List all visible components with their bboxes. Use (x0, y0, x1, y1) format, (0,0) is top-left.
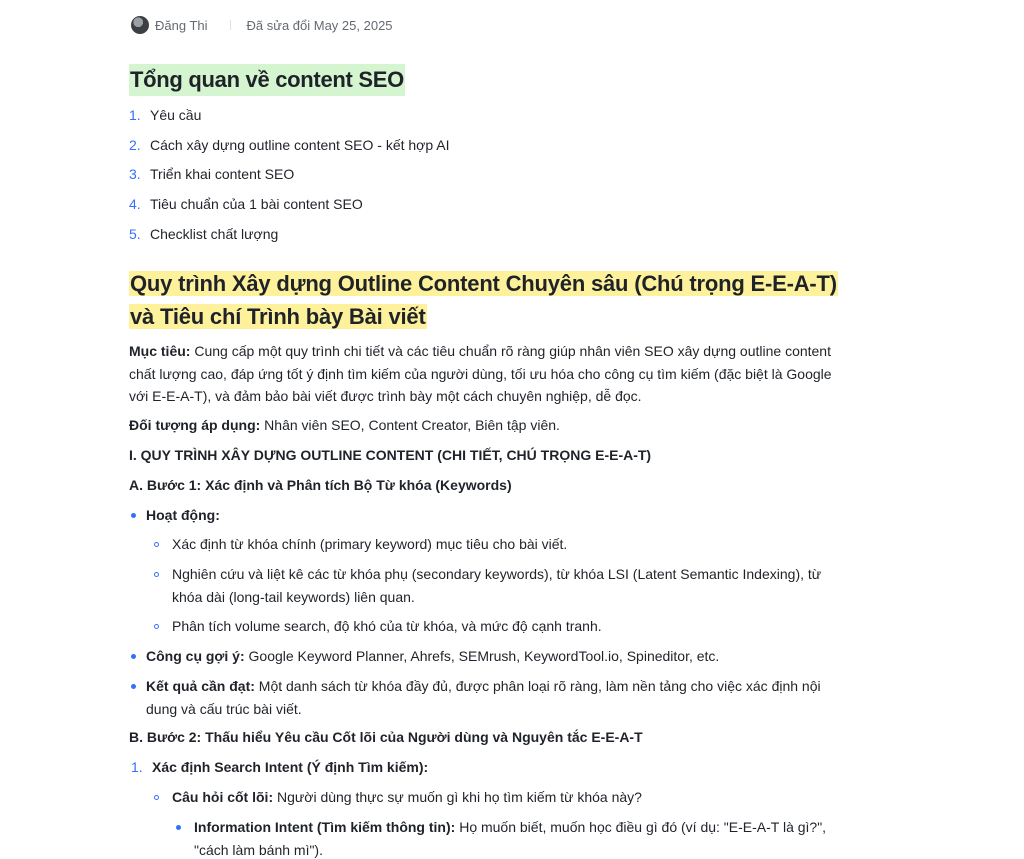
overview-item-label: Cách xây dựng outline content SEO - kết hợp AI (150, 136, 450, 153)
core-question-label: Câu hỏi cốt lõi: (172, 789, 274, 805)
list-item (131, 504, 849, 527)
goal-label: Mục tiêu: (129, 343, 191, 359)
list-item (154, 533, 849, 556)
list-item (154, 615, 849, 638)
audience-paragraph (129, 414, 849, 437)
goal-text: Cung cấp một quy trình chi tiết và các tiêu chuẩn rõ ràng giúp nhân viên SEO xây dựng outline content chất lượng cao, đáp ứng tốt ý định tìm kiếm của người dùng, tối ưu hóa cho công cụ tìm kiếm (đặc biệt là Google với E-E-A-T), và đảm bảo bài viết được trình bày một cách chuyên nghiệp, dễ đọc. (129, 343, 832, 404)
info-intent-text: Họ muốn biết, muốn học điều gì đó (ví dụ: "E-E-A-T là gì?", "cách làm bánh mì"). (194, 819, 827, 858)
list-number: 5. (129, 225, 141, 242)
list-number: 1. (129, 107, 141, 123)
list-item (131, 675, 849, 720)
result-text: Một danh sách từ khóa đầy đủ, được phân loại rõ ràng, làm nền tảng cho việc xác định nội dung và cấu trúc bài viết. (146, 678, 821, 717)
tools-line (146, 645, 719, 668)
section-heading (129, 267, 849, 333)
overview-list (129, 104, 450, 252)
tools-text: Google Keyword Planner, Ahrefs, SEMrush, KeywordTool.io, Spineditor, etc. (244, 648, 720, 664)
activity-text: Phân tích volume search, độ khó của từ khóa, và mức độ cạnh tranh. (172, 618, 602, 634)
section-heading-line2: và Tiêu chí Trình bày Bài viết (130, 304, 426, 329)
overview-item[interactable] (129, 134, 450, 164)
list-number: 2. (129, 136, 141, 153)
intent-label: Xác định Search Intent (Ý định Tìm kiếm): (152, 759, 429, 775)
list-item (154, 563, 849, 608)
doc-meta-bar (131, 16, 393, 34)
list-number: 4. (129, 196, 141, 213)
overview-item[interactable] (129, 193, 450, 223)
activity-label: Hoạt động: (146, 507, 220, 523)
edited-date: Đã sửa đổi May 25, 2025 (246, 17, 393, 33)
overview-item[interactable] (129, 163, 450, 193)
core-question-text: Người dùng thực sự muốn gì khi họ tìm kiếm từ khóa này? (273, 789, 642, 805)
overview-item[interactable] (129, 223, 450, 253)
core-question-line (172, 786, 642, 809)
step2-heading: B. Bước 2: Thấu hiểu Yêu cầu Cốt lõi của Người dùng và Nguyên tắc E-E-A-T (129, 729, 643, 745)
list-item (131, 645, 849, 668)
audience-label: Đối tượng áp dụng: (129, 417, 261, 433)
part1-heading: I. QUY TRÌNH XÂY DỰNG OUTLINE CONTENT (CHI TIẾT, CHÚ TRỌNG E-E-A-T) (129, 447, 652, 463)
list-number: 3. (129, 166, 141, 183)
overview-heading: Tổng quan về content SEO (129, 64, 405, 96)
bullet-dot-icon (131, 513, 136, 518)
result-label: Kết quả cần đạt: (146, 678, 255, 694)
list-item (176, 816, 849, 859)
info-intent-line (194, 816, 849, 859)
list-item (154, 786, 849, 809)
overview-item-label: Checklist chất lượng (150, 225, 279, 242)
bullet-circle-icon (154, 542, 159, 547)
bullet-circle-icon (154, 795, 159, 800)
section-heading-line1: Quy trình Xây dựng Outline Content Chuyên sâu (Chú trọng E-E-A-T) (130, 271, 837, 296)
meta-divider (230, 20, 231, 30)
bullet-circle-icon (154, 572, 159, 577)
activity-text: Nghiên cứu và liệt kê các từ khóa phụ (secondary keywords), từ khóa LSI (Latent Semantic Indexing), từ khóa dài (long-tail keywords) liên quan. (172, 566, 822, 605)
info-intent-label: Information Intent (Tìm kiếm thông tin): (194, 819, 456, 835)
bullet-dot-icon (131, 684, 136, 689)
step1-heading: A. Bước 1: Xác định và Phân tích Bộ Từ khóa (Keywords) (129, 477, 512, 493)
bullet-square-icon (176, 825, 181, 830)
tools-label: Công cụ gợi ý: (146, 648, 245, 664)
bullet-circle-icon (154, 624, 159, 629)
overview-item[interactable] (129, 104, 450, 134)
overview-item-label: Triển khai content SEO (150, 166, 295, 183)
result-line (146, 675, 849, 720)
overview-item-label: Tiêu chuẩn của 1 bài content SEO (150, 196, 363, 213)
goal-paragraph (129, 340, 849, 408)
list-number: 1. (131, 759, 143, 775)
audience-text: Nhân viên SEO, Content Creator, Biên tập viên. (260, 417, 560, 433)
bullet-dot-icon (131, 654, 136, 659)
activity-text: Xác định từ khóa chính (primary keyword) mục tiêu cho bài viết. (172, 536, 568, 552)
overview-item-label: Yêu cầu (150, 107, 202, 123)
list-item (131, 756, 849, 779)
author-name[interactable]: Đăng Thi (155, 17, 208, 33)
author-avatar[interactable] (131, 16, 149, 34)
